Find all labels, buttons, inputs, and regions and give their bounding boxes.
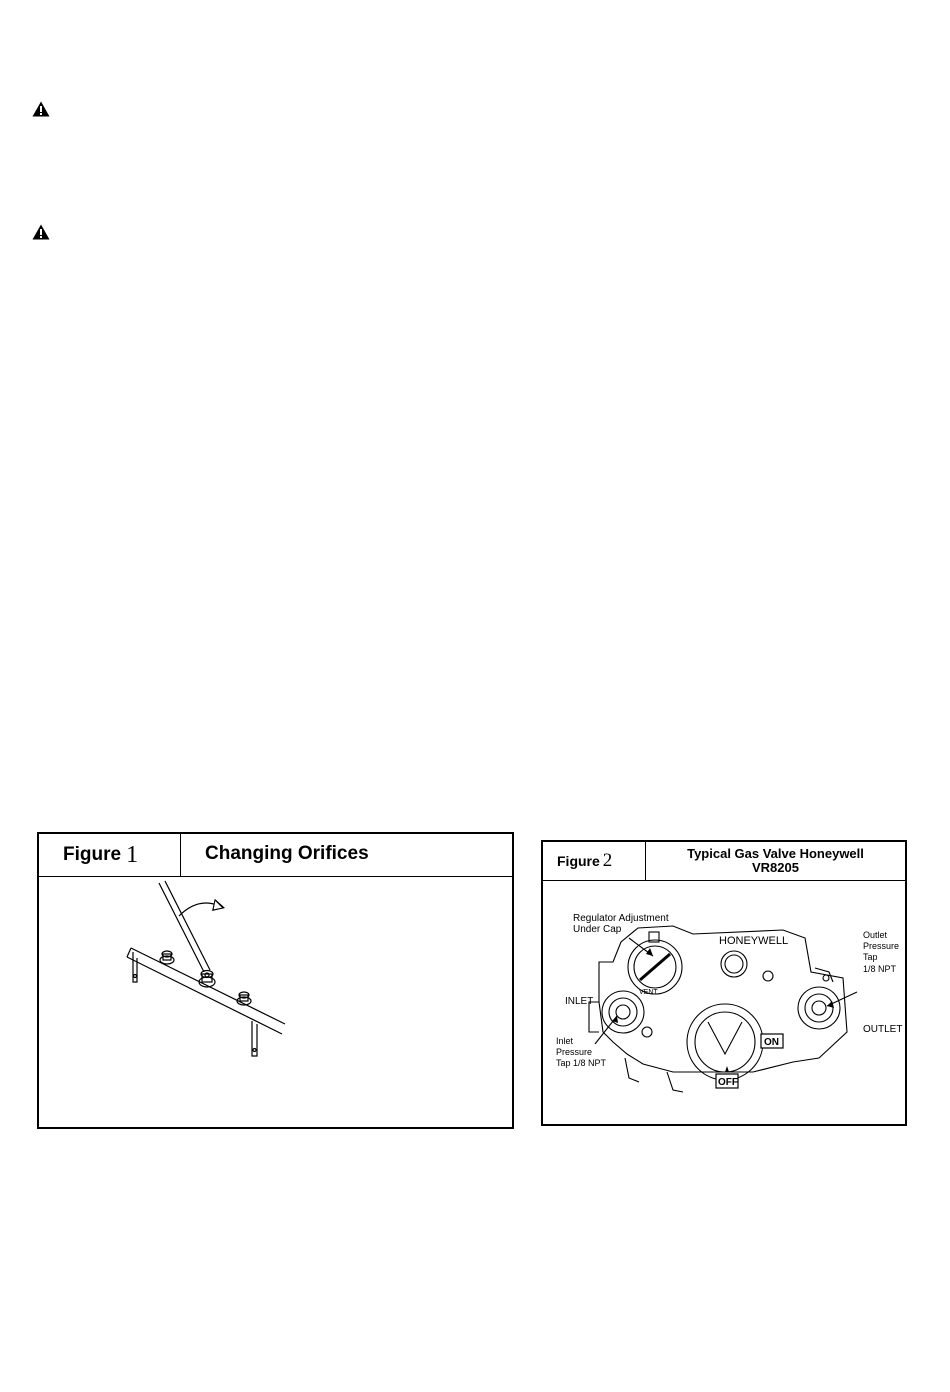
inlet-tap-label: Pressure [556, 1047, 593, 1057]
outlet-tap-label: Outlet [863, 930, 888, 940]
off-label: OFF [718, 1077, 738, 1088]
figure-number: 1 [126, 841, 139, 868]
figure-1-title: Changing Orifices [205, 843, 369, 864]
orifice-manifold-illustration [39, 878, 512, 1127]
figure-1-label [39, 834, 181, 876]
figure-2-body [543, 882, 905, 1124]
inlet-tap-label: Inlet [556, 1036, 574, 1046]
figure-2-label [543, 842, 646, 880]
figure-label-text: Figure [557, 853, 600, 869]
on-label: ON [764, 1037, 779, 1048]
brand-label: HONEYWELL [719, 935, 789, 947]
figure-2-header [543, 842, 905, 881]
figure-1-body [39, 878, 512, 1127]
figure-2-title-line: VR8205 [752, 860, 799, 875]
figure-label-text: Figure [63, 844, 122, 865]
outlet-tap-label: 1/8 NPT [863, 964, 897, 974]
figure-2 [541, 840, 907, 1126]
inlet-label: INLET [565, 996, 594, 1007]
gas-valve-illustration [543, 882, 905, 1126]
warning-triangle-icon [32, 101, 50, 117]
regulator-label: Regulator Adjustment [573, 913, 669, 924]
outlet-tap-label: Tap [863, 952, 878, 962]
vent-label: VENT [639, 989, 658, 996]
regulator-label-line2: Under Cap [573, 924, 622, 935]
warning-triangle-icon [32, 224, 50, 240]
figure-number: 2 [602, 850, 613, 871]
inlet-tap-label: Tap 1/8 NPT [556, 1058, 607, 1068]
figure-1 [37, 832, 514, 1129]
figure-2-title-line: Typical Gas Valve Honeywell [687, 846, 864, 861]
figure-2-title [646, 842, 905, 880]
outlet-tap-label: Pressure [863, 941, 900, 951]
figure-1-header [39, 834, 512, 877]
outlet-label: OUTLET [863, 1024, 903, 1035]
